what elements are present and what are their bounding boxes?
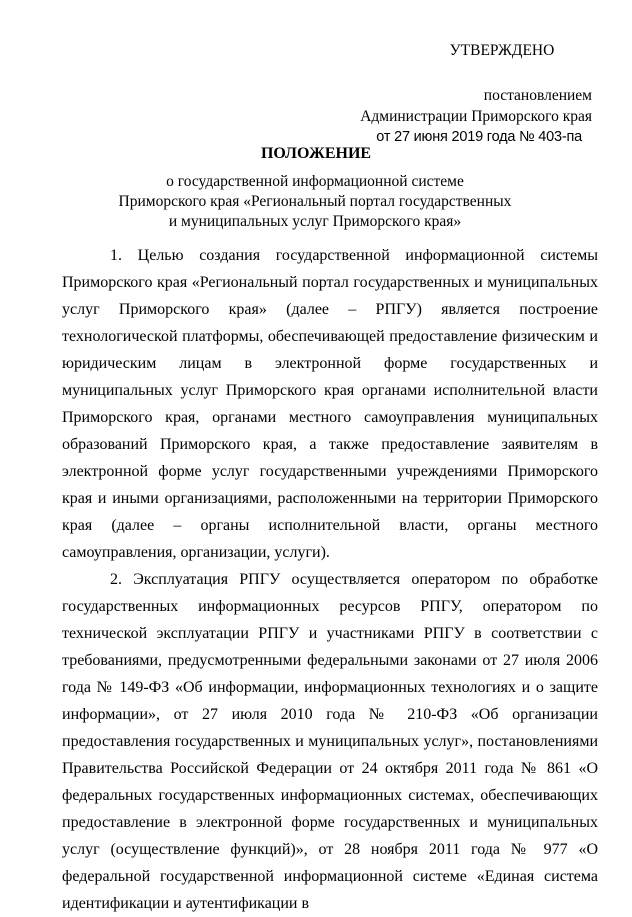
approval-line-2: Администрации Приморского края [360, 108, 592, 125]
approved-label: УТВЕРЖДЕНО [449, 42, 555, 59]
document-subtitle [80, 172, 550, 232]
approval-line-1: постановлением [483, 87, 592, 104]
approval-block [352, 40, 592, 148]
subtitle-line-1: о государственной информационной системе [166, 173, 464, 190]
document-body [62, 242, 598, 917]
subtitle-line-3: и муниципальных услуг Приморского края» [168, 213, 462, 230]
paragraph-1: 1. Целью создания государственной информационной системы Приморского края «Региональный портал государственных и муниципальных услуг Приморского края» (далее – РПГУ) является построение технологической платформы, обеспечивающей предоставление физическим и юридическим лицам в электронной форме государственных и муниципальных услуг Приморского края органами исполнительной власти Приморского края, органами местного самоуправления муниципальных образований Приморского края, а также предоставление заявителям в электронной форме услуг государственными учреждениями Приморского края и иными организациями, расположенными на территории Приморского края (далее – органы исполнительной власти, органы местного самоуправления, организации, услуги). [62, 247, 598, 561]
approval-date-number: от 27 июня 2019 года № 403-па [376, 129, 582, 145]
subtitle-line-2: Приморского края «Региональный портал государственных [118, 193, 512, 210]
paragraph-2: 2. Эксплуатация РПГУ осуществляется оператором по обработке государственных информационных ресурсов РПГУ, оператором по технической эксплуатации РПГУ и участниками РПГУ в соответствии с требованиями, предусмотренными федеральными законами от 27 июля 2006 года № 149-ФЗ «Об информации, информационных технологиях и о защите информации», от 27 июля 2010 года № 210-ФЗ «Об организации предоставления государственных и муниципальных услуг», постановлениями Правительства Российской Федерации от 24 октября 2011 года № 861 «О федеральных государственных информационных системах, обеспечивающих предоставление в электронной форме государственных и муниципальных услуг (осуществление функций)», от 28 ноября 2011 года № 977 «О федеральной государственной информационной системе «Единая система идентификации и аутентификации в [62, 571, 598, 912]
document-title: ПОЛОЖЕНИЕ [260, 145, 372, 162]
